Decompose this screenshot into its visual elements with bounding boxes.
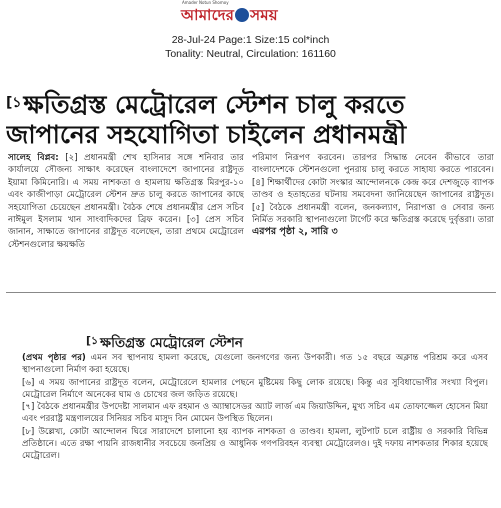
article-column-right	[252, 152, 494, 272]
divider	[6, 292, 496, 293]
masthead	[0, 0, 501, 30]
clipping-meta-date: 28-Jul-24 Page:1 Size:15 col*inch	[171, 34, 330, 46]
continued-body	[22, 352, 488, 502]
clipping-meta-tonality: Tonality: Neutral, Circulation: 161160	[165, 48, 336, 60]
continued-lead: (প্রথম পৃষ্ঠার পর)	[22, 353, 86, 363]
right-column-text: পরিমাণ নিরূপণ করবেন। তারপর সিদ্ধান্ত নেবেন কীভাবে তারা বাংলাদেশকে স্টেশনগুলো পুনরায় চালু করতে সাহায্য করতে পারবেন। [৪] শিক্ষার্থীদের কোটা সংস্কার আন্দোলনকে কেন্দ্র করে দেশজুড়ে ব্যাপক তাণ্ডব ও হতাহতের ঘটনায় সমবেদনা জানিয়েছেন জাপানের রাষ্ট্রদূত। [৫] বৈঠকে প্রধানমন্ত্রী বলেন, জনকল্যাণ, নিরাপত্তা ও সেবার জন্য নির্মিত সরকারি স্থাপনাগুলো টার্গেট করে ক্ষতিগ্রস্ত করেছে দুর্বৃত্তরা। তারা	[252, 153, 494, 226]
logo-word-left: আমাদের	[181, 6, 235, 24]
byline: সালেহ বিপ্লব:	[8, 153, 59, 163]
masthead-tagline: Amader Notun Shomoy	[182, 0, 229, 5]
headline-line-2: জাপানের সহযোগিতা চাইলেন প্রধানমন্ত্রী	[6, 120, 407, 149]
continuation-note: এরপর পৃষ্ঠা ২, সারি ৩	[252, 226, 338, 238]
article-column-left	[8, 152, 244, 272]
paragraph-1: এমন সব স্থাপনায় হামলা করেছে, যেগুলো জনগণের জন্য উপকারী। গত ১৫ বছরে অক্লান্ত পরিশ্রম করে এসব স্থাপনাগুলো নির্মাণ করা হয়েছে।	[22, 353, 488, 376]
paragraph-4: [৮] উল্লেখ্য, কোটা আন্দোলন ঘিরে সারাদেশে চালানো হয় ব্যাপক নাশকতা ও তাণ্ডব। হামলা, লুটপাট চলে রাষ্ট্রীয় ও সরকারি বিভিন্ন প্রতিষ্ঠানে। এতে রক্ষা পায়নি রাজধানীর সবচেয়ে জনপ্রিয় ও আধুনিক গণপরিবহন ব্যবস্থা মেট্রোরেলও। দুই দফায় নাশকতার শিকার হয়েছে মেট্রোরেল।	[22, 426, 488, 462]
left-column-text: [২] প্রধানমন্ত্রী শেখ হাসিনার সঙ্গে শনিবার তার কার্যালয়ে সৌজন্য সাক্ষাৎ করেছেন বাংলাদেশে জাপানের রাষ্ট্রদূত ইয়ামা কিমিনোরি। এ সময় নাশকতা ও হামলায় ক্ষতিগ্রস্ত মিরপুর-১০ এবং কাজীপাড়া মেট্রোরেল স্টেশন দ্রুত চালু করতে জাপানের কাছে সহযোগিতা চেয়েছেন প্রধানমন্ত্রী। বৈঠক শেষে প্রধানমন্ত্রীর প্রেস সচিব নাঈমুল ইসলাম খান সাংবাদিকদের ব্রিফ করেন। [৩] প্রেস সচিব জানান, সাক্ষাতে জাপানের রাষ্ট্রদূত বলেছেন, তারা প্রথমে মেট্রোরেল স্টেশনগুলোর ক্ষয়ক্ষতি	[8, 153, 244, 250]
headline-text-1: ক্ষতিগ্রস্ত মেট্রোরেল স্টেশন চালু করতে	[23, 90, 405, 119]
newspaper-logo	[181, 6, 278, 24]
globe-icon	[235, 8, 249, 22]
continued-headline-text: ক্ষতিগ্রস্ত মেট্রোরেল স্টেশন	[100, 335, 243, 351]
paragraph-2: [৬] এ সময় জাপানের রাষ্ট্রদূত বলেন, মেট্রোরেলে হামলার পেছনে মুষ্টিমেয় কিছু লোক রয়েছে। কিন্তু এর সুবিধাভোগীর সংখ্যা বিপুল। মেট্রোরেল নির্মাণে অনেকের ঘাম ও চোখের জল জড়িত রয়েছে।	[22, 377, 488, 400]
section-mark-2: [১	[86, 334, 99, 347]
logo-word-right: সময়	[250, 6, 278, 24]
paragraph-3: [৭] বৈঠকে প্রধানমন্ত্রীর উপদেষ্টা সালমান এফ রহমান ও অ্যাম্বাসেডর অ্যাট লার্জ এম জিয়াউদ্দিন, মুখ্য সচিব এম তোফাজ্জেল হোসেন মিয়া এবং পররাষ্ট্র মন্ত্রণালয়ের সিনিয়র সচিব মাসুদ বিন মোমেন উপস্থিত ছিলেন।	[22, 402, 488, 425]
section-mark: [১	[6, 95, 22, 111]
headline-line-1	[6, 88, 496, 120]
